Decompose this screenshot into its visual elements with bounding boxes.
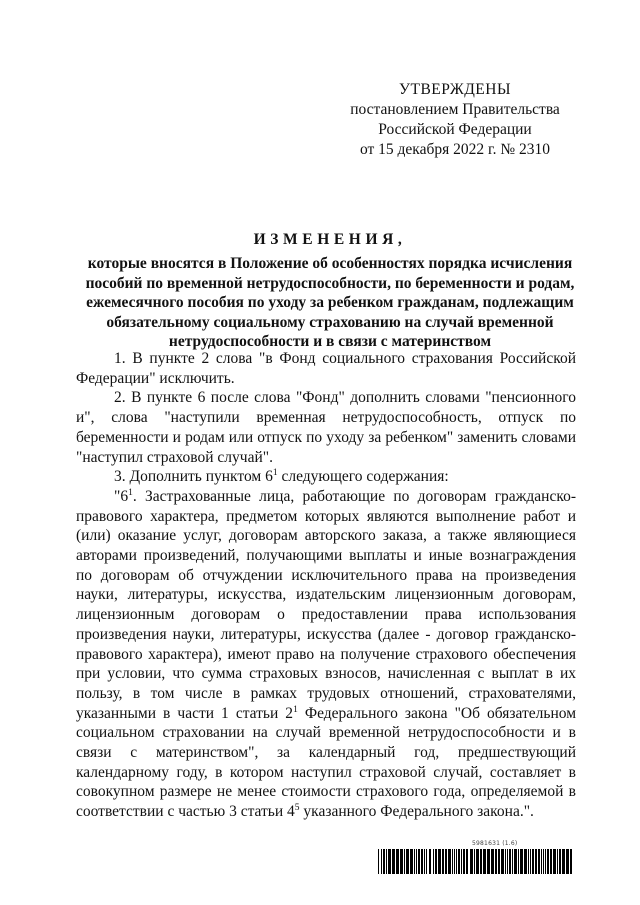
paragraph-item-1: 1. В пункте 2 слова "в Фонд социального страхования Российской Федерации" исключить.: [76, 350, 576, 387]
barcode-bar: [480, 849, 482, 874]
barcode-bar: [456, 849, 457, 874]
superscript: 1: [272, 468, 278, 479]
barcode-bar: [448, 849, 451, 874]
barcode-bar: [378, 849, 379, 874]
approval-line-decree: постановлением Правительства: [350, 101, 560, 118]
document-body: [76, 349, 576, 822]
document-title: ИЗМЕНЕНИЯ,: [253, 231, 407, 248]
text-run: "6: [114, 487, 129, 505]
paragraph-quoted-clause: [76, 487, 576, 822]
barcode-bar: [461, 849, 462, 874]
barcode-bar: [474, 849, 475, 874]
barcode-bar: [547, 849, 549, 874]
superscript: 5: [294, 803, 300, 814]
barcode-bar: [491, 849, 494, 874]
approval-line-date-number: от 15 декабря 2022 г. № 2310: [359, 141, 551, 158]
barcode-bar: [559, 849, 561, 874]
barcode-bar: [553, 849, 556, 874]
barcode-bar: [466, 849, 468, 874]
barcode-bar: [426, 849, 427, 874]
barcode-bar: [543, 849, 544, 874]
superscript: 1: [293, 704, 298, 715]
barcode-bar: [383, 849, 385, 874]
barcode-bar: [404, 849, 405, 874]
paragraph-item-3: [76, 467, 576, 487]
barcode-bar: [501, 849, 504, 874]
text-run: указанного Федерального закона.".: [299, 803, 534, 821]
text-run: . Застрахованные лица, работающие по договорам гражданско-правового характера, предметом которых являются выполнение работ и (или) оказание услуг, договорам авторского заказа, а также являющиеся авторами произведений, получающими выплаты и иные вознаграждения по договорам об отчуждении исключительного права на произведения науки, литературы, искусства, издательским лицензионным договорам, лицензионным договорам о предоставлении права использования произведения науки, литературы, искусства (далее - договор гражданско-правового характера), имеют право на получение страхового обеспечения при условии, что сумма страховых взносов, начисленная с выплат в их пользу, в том числе в рамках трудовых отношений, страхователями, указанными в части 1 статьи 2: [76, 487, 576, 722]
barcode-bar: [438, 849, 441, 874]
barcode-bar: [421, 849, 423, 874]
barcode-bar: [530, 849, 531, 874]
superscript: 1: [128, 487, 133, 498]
barcode-bar: [414, 849, 415, 874]
barcode-bar: [562, 849, 565, 874]
approval-line-government: Российской Федерации: [378, 121, 532, 138]
barcode-bar: [512, 849, 513, 874]
barcode-bar: [538, 849, 540, 874]
barcode-bar: [400, 849, 403, 874]
barcode-bar: [476, 849, 479, 874]
barcode-bar: [498, 849, 500, 874]
barcode-bar: [429, 849, 431, 874]
barcode-bar: [483, 849, 486, 874]
text-run: следующего содержания:: [277, 468, 449, 486]
barcode-bar: [532, 849, 534, 874]
barcode-bar: [410, 849, 413, 874]
barcode-bar: [406, 849, 409, 874]
barcode-bar: [418, 849, 420, 874]
barcode-bar: [535, 849, 537, 874]
barcode-bar: [386, 849, 387, 874]
barcode-bar: [463, 849, 465, 874]
barcode-bar: [570, 849, 572, 874]
approval-heading: УТВЕРЖДЕНЫ: [399, 81, 511, 98]
barcode-bar: [509, 849, 511, 874]
approval-block: [330, 80, 580, 160]
document-id-stamp: 5981631 (1.6): [472, 840, 518, 847]
barcode-bar: [487, 849, 490, 874]
barcode-bar: [550, 849, 552, 874]
text-run: Федерального закона "Об обязательном социальном страховании на случай временной нетрудоспособности и в связи с материнством", за календарный год, предшествующий календарному году, в котором наступил страховой случай, составляет в совокупном размере не менее стоимости страхового года, определяемой в соответствии с частью 3 статьи 4: [76, 704, 576, 821]
document-subtitle: которые вносятся в Положение об особенностях порядка исчисления пособий по временной нетрудоспособности, по беременности и родам, ежемесячного пособия по уходу за ребенком гражданам, подлежащим обязательному социальному страхованию на случай временной нетрудоспособности и в связи с материнством: [85, 255, 575, 350]
barcode-bar: [520, 849, 523, 874]
barcode-bar: [458, 849, 460, 874]
barcode-bar: [495, 849, 497, 874]
barcode-bar: [381, 849, 382, 874]
barcode-bar: [396, 849, 399, 874]
barcode-bar: [392, 849, 395, 874]
barcode-bar: [541, 849, 542, 874]
barcode-bar: [445, 849, 447, 874]
paragraph-item-2: 2. В пункте 6 после слова "Фонд" дополнить словами "пенсионного и", слова "наступили временная нетрудоспособность, отпуск по беременности и родам или отпуск по уходу за ребенком" заменить словами "наступил страховой случай".: [76, 389, 576, 466]
barcode-bar: [424, 849, 425, 874]
barcode-bar: [507, 849, 508, 874]
barcode-bar: [454, 849, 455, 874]
barcode-bar: [514, 849, 517, 874]
barcode-bar: [528, 849, 529, 874]
barcode-bar: [545, 849, 546, 874]
barcode-bar: [505, 849, 506, 874]
barcode-bar: [416, 849, 417, 874]
barcode-bar: [518, 849, 519, 874]
barcode-bar: [442, 849, 444, 874]
barcode-bar: [388, 849, 391, 874]
barcode: [378, 849, 574, 874]
barcode-bar: [470, 849, 473, 874]
barcode-bar: [566, 849, 569, 874]
barcode-bar: [433, 849, 434, 874]
barcode-bar: [452, 849, 453, 874]
barcode-bar: [435, 849, 437, 874]
barcode-bar: [557, 849, 558, 874]
text-run: 3. Дополнить пунктом 6: [114, 468, 273, 486]
barcode-bar: [524, 849, 527, 874]
